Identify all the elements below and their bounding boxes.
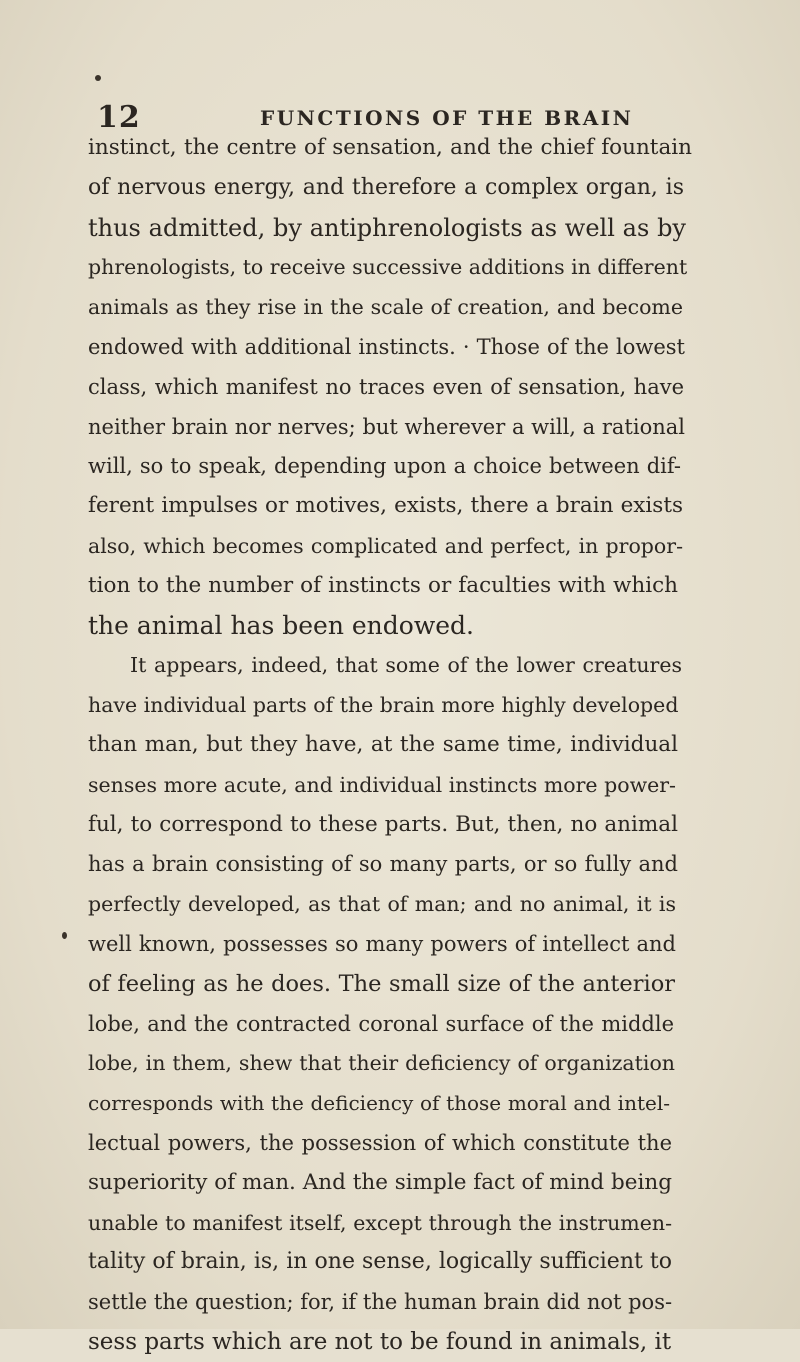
- text-line: superiority of man. And the simple fact of mind being: [88, 1169, 672, 1195]
- text-line: well known, possesses so many powers of intellect and: [88, 932, 676, 956]
- text-line: animals as they rise in the scale of creation, and become: [88, 295, 683, 320]
- text-line: tality of brain, is, in one sense, logically sufficient to: [88, 1249, 672, 1275]
- text-line: phrenologists, to receive successive additions in different: [88, 255, 688, 280]
- text-line: will, so to speak, depending upon a choice between dif-: [88, 454, 681, 479]
- text-line: It appears, indeed, that some of the lower creatures: [130, 653, 682, 678]
- text-line: tion to the number of instincts or faculties with which: [88, 572, 678, 598]
- text-line: of feeling as he does. The small size of the anterior: [88, 970, 675, 997]
- paper-speck: [62, 932, 67, 939]
- text-line: ful, to correspond to these parts. But, then, no animal: [88, 811, 678, 837]
- text-line: also, which becomes complicated and perfect, in propor-: [88, 534, 683, 558]
- text-line: endowed with additional instincts. · Those of the lowest: [88, 335, 685, 359]
- text-line: perfectly developed, as that of man; and no animal, it is: [88, 892, 676, 917]
- text-line: the animal has been endowed.: [88, 610, 474, 640]
- text-line: sess parts which are not to be found in animals, it: [88, 1329, 672, 1355]
- text-line: have individual parts of the brain more highly developed: [88, 693, 679, 718]
- text-line: lectual powers, the possession of which constitute the: [88, 1131, 672, 1155]
- text-line: corresponds with the deficiency of those moral and intel-: [88, 1091, 670, 1116]
- text-line: senses more acute, and individual instincts more power-: [88, 772, 676, 797]
- text-line: than man, but they have, at the same time, individual: [88, 732, 678, 757]
- text-line: lobe, in them, shew that their deficiency of organization: [88, 1051, 675, 1076]
- text-line: class, which manifest no traces even of sensation, have: [88, 374, 684, 399]
- text-line: of nervous energy, and therefore a complex organ, is: [88, 174, 684, 200]
- text-line: lobe, and the contracted coronal surface of the middle: [88, 1011, 674, 1036]
- paper-speck: [95, 75, 101, 81]
- text-line: ferent impulses or motives, exists, there a brain exists: [88, 493, 683, 519]
- running-head: FUNCTIONS OF THE BRAIN: [260, 106, 634, 130]
- text-line: has a brain consisting of so many parts, or so fully and: [88, 852, 678, 877]
- text-line: settle the question; for, if the human brain did not pos-: [88, 1290, 673, 1315]
- text-line: instinct, the centre of sensation, and the chief fountain: [88, 135, 692, 160]
- page-number: 12: [97, 100, 141, 135]
- text-line: neither brain nor nerves; but wherever a will, a rational: [88, 414, 685, 439]
- text-line: thus admitted, by antiphrenologists as well as by: [88, 213, 686, 242]
- text-line: unable to manifest itself, except through the instrumen-: [88, 1210, 672, 1235]
